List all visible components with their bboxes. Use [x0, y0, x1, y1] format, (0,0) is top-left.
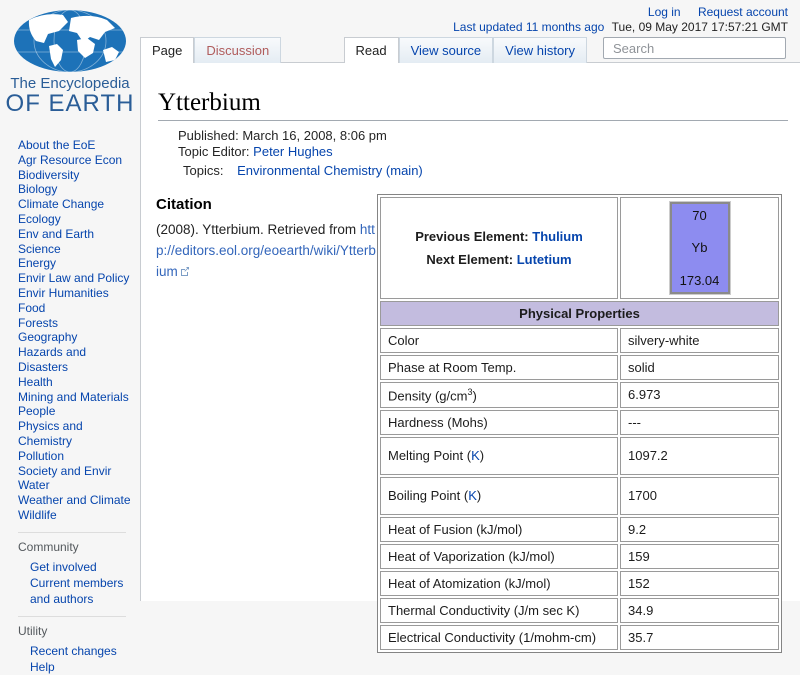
tab-view-history[interactable] — [493, 37, 587, 63]
element-atomic-number: 70 — [692, 207, 707, 223]
sidebar-item — [18, 212, 134, 227]
sidebar-item — [18, 345, 134, 375]
logo-line2: OF EARTH — [5, 90, 135, 117]
next-element-line — [388, 252, 610, 267]
sidebar-link[interactable]: Wildlife — [18, 507, 57, 522]
sidebar-section — [18, 532, 126, 607]
sidebar-item — [18, 256, 134, 271]
next-element-label: Next Element: — [426, 251, 517, 267]
property-label-text: Heat of Vaporization (kJ/mol) — [388, 548, 555, 564]
property-row — [380, 437, 779, 475]
sidebar-link[interactable]: Energy — [18, 256, 57, 271]
property-name-cell — [380, 544, 618, 569]
sidebar-link[interactable]: Weather and Climate — [18, 493, 131, 508]
element-symbol: Yb — [691, 240, 708, 255]
property-label-text: Color — [388, 332, 420, 348]
topic-editor-link[interactable]: Peter Hughes — [253, 143, 333, 159]
element-box — [670, 202, 730, 294]
property-row — [380, 544, 779, 569]
property-row — [380, 517, 779, 542]
element-nav-row — [380, 197, 779, 299]
sidebar-link[interactable]: Envir Law and Policy — [18, 271, 130, 286]
superscript-text: 3 — [467, 386, 473, 397]
published-line: Published: March 16, 2008, 8:06 pm — [178, 128, 387, 143]
sidebar-link[interactable]: Ecology — [18, 211, 61, 226]
property-label-text: ) — [476, 488, 482, 504]
sidebar-link[interactable]: Geography — [18, 330, 78, 345]
sidebar-link[interactable]: Climate Change — [18, 197, 105, 212]
citation-section — [156, 194, 377, 653]
sidebar-link[interactable]: Physics and Chemistry — [18, 419, 83, 448]
property-value-cell: 6.973 — [620, 382, 779, 408]
property-label-text: Boiling Point ( — [388, 488, 469, 504]
sidebar-link[interactable]: Recent changes — [30, 643, 117, 658]
topic-editor-label: Topic Editor: — [178, 143, 250, 159]
property-name-cell — [380, 437, 618, 475]
property-name-cell — [380, 382, 618, 408]
logo-line1: The Encyclopedia — [10, 75, 130, 92]
sidebar-link[interactable]: Water — [18, 478, 50, 493]
content-area — [140, 62, 800, 645]
tab-page-label: Page — [152, 43, 183, 58]
personal-bar — [453, 5, 788, 35]
sidebar-item — [18, 301, 134, 316]
element-table-section — [377, 194, 782, 653]
sidebar-link[interactable]: About the EoE — [18, 138, 96, 152]
sidebar-item — [18, 227, 134, 257]
topic-main-link[interactable]: Environmental Chemistry (main) — [237, 163, 423, 178]
property-name-cell — [380, 410, 618, 435]
property-name-cell — [380, 477, 618, 515]
sidebar-link[interactable]: Biology — [18, 182, 58, 197]
sidebar-item — [18, 464, 134, 479]
sidebar-link[interactable]: Forests — [18, 315, 59, 330]
request-account-link[interactable]: Request account — [697, 5, 788, 19]
sidebar-link[interactable]: Food — [18, 300, 46, 315]
sidebar-section — [18, 616, 126, 675]
physical-properties-header-cell: Physical Properties — [380, 301, 779, 326]
sidebar-list — [18, 138, 134, 523]
element-nav-cell — [380, 197, 618, 299]
property-value-cell: 34.9 — [620, 598, 779, 623]
tab-view-history-label: View history — [505, 43, 575, 58]
sidebar-item — [18, 286, 134, 301]
sidebar-item — [18, 197, 134, 212]
sidebar-link[interactable]: Mining and Materials — [18, 389, 129, 404]
previous-element-link[interactable]: Thulium — [532, 228, 583, 244]
article-byline — [178, 128, 800, 179]
sidebar — [0, 0, 140, 674]
unit-link[interactable]: K — [468, 488, 477, 504]
citation-text — [156, 219, 377, 282]
previous-element-label: Previous Element: — [415, 228, 533, 244]
sidebar-item — [18, 330, 134, 345]
personal-links — [453, 5, 788, 20]
timestamp-text: Tue, 09 May 2017 17:57:21 GMT — [611, 20, 788, 34]
property-row — [380, 382, 779, 408]
article-body — [141, 194, 800, 653]
sidebar-item — [18, 316, 134, 331]
search-input[interactable] — [611, 40, 791, 57]
sidebar-section — [18, 138, 134, 523]
tab-discussion-label: Discussion — [206, 43, 270, 58]
sidebar-link[interactable]: Current members and authors — [30, 575, 124, 606]
sidebar-list — [18, 643, 126, 675]
sidebar-link[interactable]: Envir Humanities — [18, 285, 109, 300]
page-title: Ytterbium — [158, 89, 788, 121]
sidebar-item — [18, 138, 134, 153]
sidebar-item — [30, 559, 126, 575]
property-row — [380, 625, 779, 650]
property-name-cell — [380, 571, 618, 596]
tab-view-source[interactable] — [399, 37, 494, 63]
citation-body-text: (2008). Ytterbium. Retrieved from — [156, 221, 360, 237]
tab-page[interactable] — [140, 37, 194, 63]
sidebar-section-header: Community — [18, 539, 79, 554]
element-box-cell — [620, 197, 779, 299]
sidebar-item — [18, 419, 134, 449]
sidebar-nav — [0, 138, 140, 675]
property-row — [380, 571, 779, 596]
property-value-cell: --- — [620, 410, 779, 435]
login-link[interactable]: Log in — [647, 5, 681, 19]
citation-url-link[interactable]: http://editors.eol.org/eoearth/wiki/Ytterbium — [156, 221, 376, 279]
property-value-cell: 152 — [620, 571, 779, 596]
sidebar-item — [30, 659, 126, 675]
sidebar-link[interactable]: Society and Envir — [18, 463, 112, 478]
tab-view-source-label: View source — [410, 43, 482, 58]
site-logo[interactable] — [0, 0, 140, 116]
property-label-text: Heat of Atomization (kJ/mol) — [388, 575, 551, 591]
sidebar-item — [30, 643, 126, 659]
sidebar-item — [18, 493, 134, 508]
sidebar-link[interactable]: Pollution — [18, 448, 65, 463]
search-box[interactable] — [603, 37, 786, 59]
search-area — [603, 37, 786, 59]
sidebar-link[interactable]: Hazards and Disasters — [18, 345, 87, 374]
sidebar-item — [18, 182, 134, 197]
last-updated-row — [453, 20, 788, 35]
sidebar-link[interactable]: People — [18, 404, 56, 419]
sidebar-link[interactable]: Env and Earth Science — [18, 226, 95, 256]
sidebar-link[interactable]: Agr Resource Econ — [18, 152, 123, 167]
topics-line — [183, 163, 800, 179]
tab-read[interactable] — [344, 37, 399, 63]
sidebar-item — [18, 449, 134, 464]
property-label-text: Density (g/cm — [388, 387, 468, 403]
sidebar-item — [18, 375, 134, 390]
property-name-cell — [380, 355, 618, 380]
sidebar-item — [18, 271, 134, 286]
property-row — [380, 410, 779, 435]
sidebar-section-header: Utility — [18, 623, 48, 638]
properties-tbody — [380, 197, 779, 650]
element-properties-table — [377, 194, 782, 653]
property-label-text: Phase at Room Temp. — [388, 359, 517, 375]
property-label-text: Heat of Fusion (kJ/mol) — [388, 521, 523, 537]
next-element-link[interactable]: Lutetium — [516, 251, 572, 267]
property-row — [380, 598, 779, 623]
tab-strip — [140, 36, 800, 62]
sidebar-item — [18, 153, 134, 168]
property-name-cell — [380, 598, 618, 623]
property-label-text: Hardness (Mohs) — [388, 414, 488, 430]
property-row — [380, 328, 779, 353]
property-label-text: Electrical Conductivity (1/mohm-cm) — [388, 629, 597, 645]
sidebar-item — [18, 168, 134, 183]
sidebar-item — [30, 575, 126, 607]
property-label-text: Thermal Conductivity (J/m sec K) — [388, 602, 580, 618]
physical-properties-header-row — [380, 301, 779, 326]
property-value-cell: solid — [620, 355, 779, 380]
topic-editor-line — [178, 144, 800, 160]
property-value-cell: 35.7 — [620, 625, 779, 650]
property-value-cell: 9.2 — [620, 517, 779, 542]
property-label-text: ) — [479, 448, 485, 464]
sidebar-link[interactable]: Biodiversity — [18, 167, 80, 182]
property-name-cell — [380, 517, 618, 542]
previous-element-line — [388, 229, 610, 244]
sidebar-link[interactable]: Help — [30, 659, 55, 674]
sidebar-item — [18, 390, 134, 405]
property-name-cell — [380, 328, 618, 353]
property-name-cell — [380, 625, 618, 650]
sidebar-link[interactable]: Health — [18, 374, 53, 389]
property-label-text: ) — [472, 387, 477, 403]
globe-logo-icon — [11, 8, 129, 74]
external-link-icon — [180, 266, 190, 276]
property-value-cell: 159 — [620, 544, 779, 569]
property-value-cell: silvery-white — [620, 328, 779, 353]
sidebar-link[interactable]: Get involved — [30, 559, 97, 574]
topics-label: Topics: — [183, 163, 224, 178]
property-label-text: Melting Point ( — [388, 448, 472, 464]
citation-heading: Citation — [156, 195, 212, 213]
unit-link[interactable]: K — [471, 448, 480, 464]
property-row — [380, 477, 779, 515]
property-value-cell: 1097.2 — [620, 437, 779, 475]
tab-discussion[interactable] — [194, 37, 281, 63]
tab-read-label: Read — [355, 43, 387, 58]
sidebar-item — [18, 404, 134, 419]
element-atomic-mass: 173.04 — [679, 272, 720, 288]
last-updated-link[interactable]: Last updated 11 months ago — [453, 20, 605, 34]
sidebar-item — [18, 508, 134, 523]
property-value-cell: 1700 — [620, 477, 779, 515]
sidebar-item — [18, 478, 134, 493]
property-row — [380, 355, 779, 380]
